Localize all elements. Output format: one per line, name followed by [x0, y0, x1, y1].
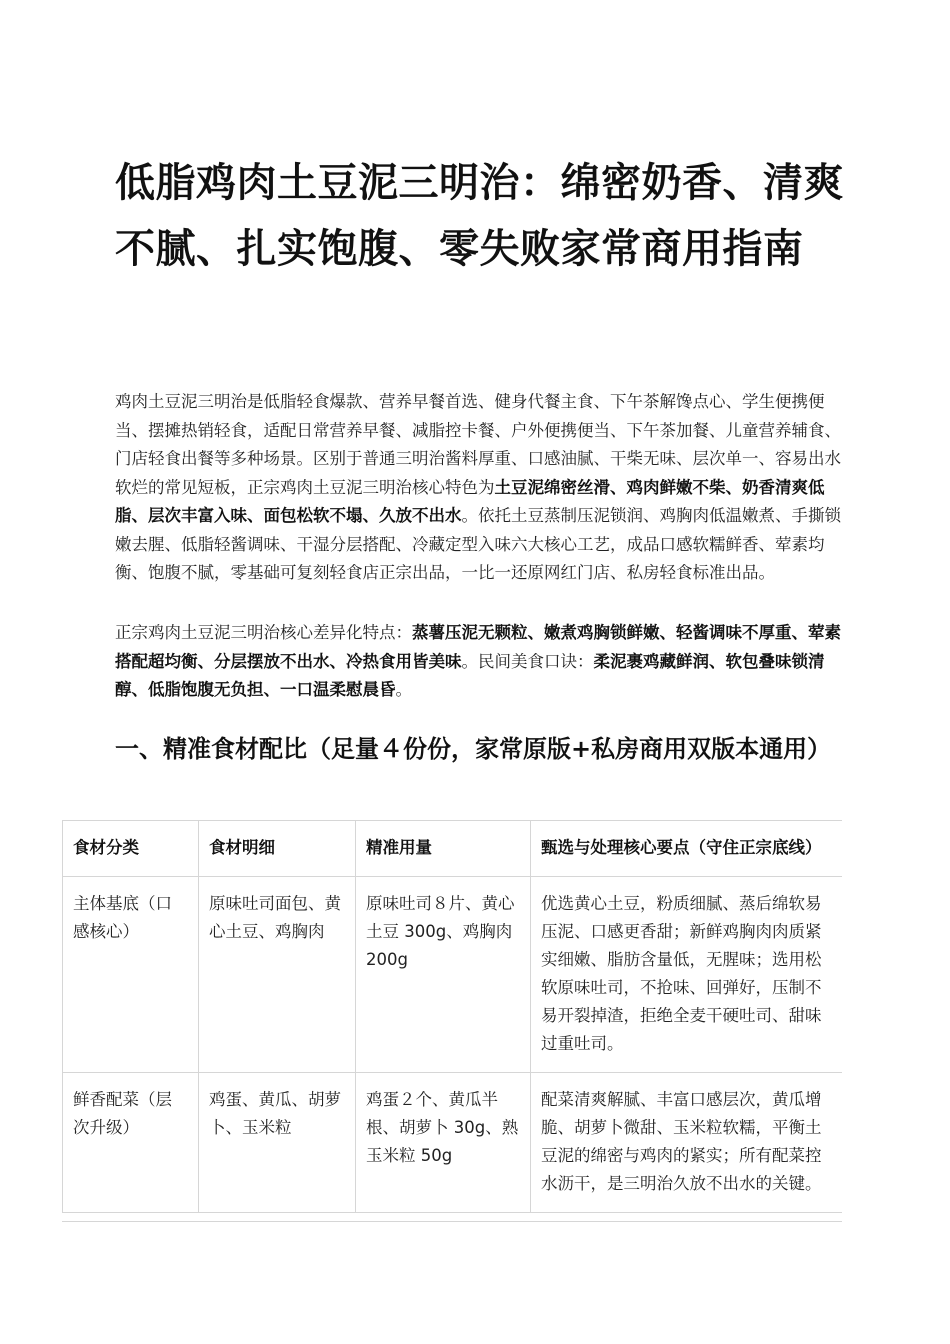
ingredients-table — [62, 820, 842, 1213]
intro-text-2: 。依托土豆蒸制压泥锁润、鸡胸肉低温嫩煮、手撕锁嫩去腥、低脂轻酱调味、干湿分层搭配、冷藏定型入味六大核心工艺，成品口感软糯鲜香、荤素均衡、饱腹不腻，零基础可复刻轻食店正宗出品，一比一还原网红门店、私房轻食标准出品。 — [115, 506, 841, 582]
features-text-2: 。民间美食口诀： — [461, 651, 594, 671]
section-heading-ingredients: 一、精准食材配比（足量４份份，家常原版+私房商用双版本通用） — [115, 735, 832, 763]
cell-category: 鲜香配菜（层次升级） — [63, 1073, 199, 1213]
ingredients-table-container — [62, 820, 842, 1222]
page-title: 低脂鸡肉土豆泥三明治：绵密奶香、清爽不腻、扎实饱腹、零失败家常商用指南 — [115, 160, 844, 272]
cell-notes: 优选黄心土豆，粉质细腻、蒸后绵软易压泥、口感更香甜；新鲜鸡胸肉肉质紧实细嫩、脂肪含量低，无腥味；选用松软原味吐司，不抢味、回弹好，压制不易开裂掉渣，拒绝全麦干硬吐司、甜味过重吐司。 — [531, 877, 843, 1073]
features-bold-highlight: 蒸薯压泥无颗粒、嫩煮鸡胸锁鲜嫩、轻酱调味不厚重、荤素搭配超均衡、分层摆放不出水、冷热食用皆美味 — [115, 623, 841, 671]
header-notes: 甄选与处理核心要点（守住正宗底线） — [531, 821, 843, 877]
cell-notes: 配菜清爽解腻、丰富口感层次，黄瓜增脆、胡萝卜微甜、玉米粒软糯，平衡土豆泥的绵密与鸡肉的紧实；所有配菜控水沥干，是三明治久放不出水的关键。 — [531, 1073, 843, 1213]
features-paragraph — [115, 619, 843, 705]
table-header-row — [63, 821, 843, 877]
intro-bold-highlight: 土豆泥绵密丝滑、鸡肉鲜嫩不柴、奶香清爽低脂、层次丰富入味、面包松软不塌、久放不出水 — [115, 477, 825, 525]
cell-items: 原味吐司面包、黄心土豆、鸡胸肉 — [199, 877, 356, 1073]
table-row — [63, 1073, 843, 1213]
features-motto: 柔泥裹鸡藏鲜润、软包叠味锁清醇、低脂饱腹无负担、一口温柔慰晨昏 — [115, 651, 825, 699]
intro-paragraph — [115, 388, 843, 588]
features-label: 正宗鸡肉土豆泥三明治核心差异化特点： — [115, 623, 412, 642]
cell-category: 主体基底（口感核心） — [63, 877, 199, 1073]
header-items: 食材明细 — [199, 821, 356, 877]
header-amount: 精准用量 — [356, 821, 531, 877]
intro-text-1: 鸡肉土豆泥三明治是低脂轻食爆款、营养早餐首选、健身代餐主食、下午茶解馋点心、学生便携便当、摆摊热销轻食，适配日常营养早餐、减脂控卡餐、户外便携便当、下午茶加餐、儿童营养辅食、门店轻食出餐等多种场景。区别于普通三明治酱料厚重、口感油腻、干柴无味、层次单一、容易出水软烂的常见短板，正宗鸡肉土豆泥三明治核心特色为 — [115, 392, 841, 497]
cell-amount: 原味吐司８片、黄心土豆 300g、鸡胸肉 200g — [356, 877, 531, 1073]
table-row — [63, 877, 843, 1073]
header-category: 食材分类 — [63, 821, 199, 877]
cell-amount: 鸡蛋２个、黄瓜半根、胡萝卜 30g、熟玉米粒 50g — [356, 1073, 531, 1213]
cell-items: 鸡蛋、黄瓜、胡萝卜、玉米粒 — [199, 1073, 356, 1213]
features-text-3: 。 — [395, 680, 412, 699]
